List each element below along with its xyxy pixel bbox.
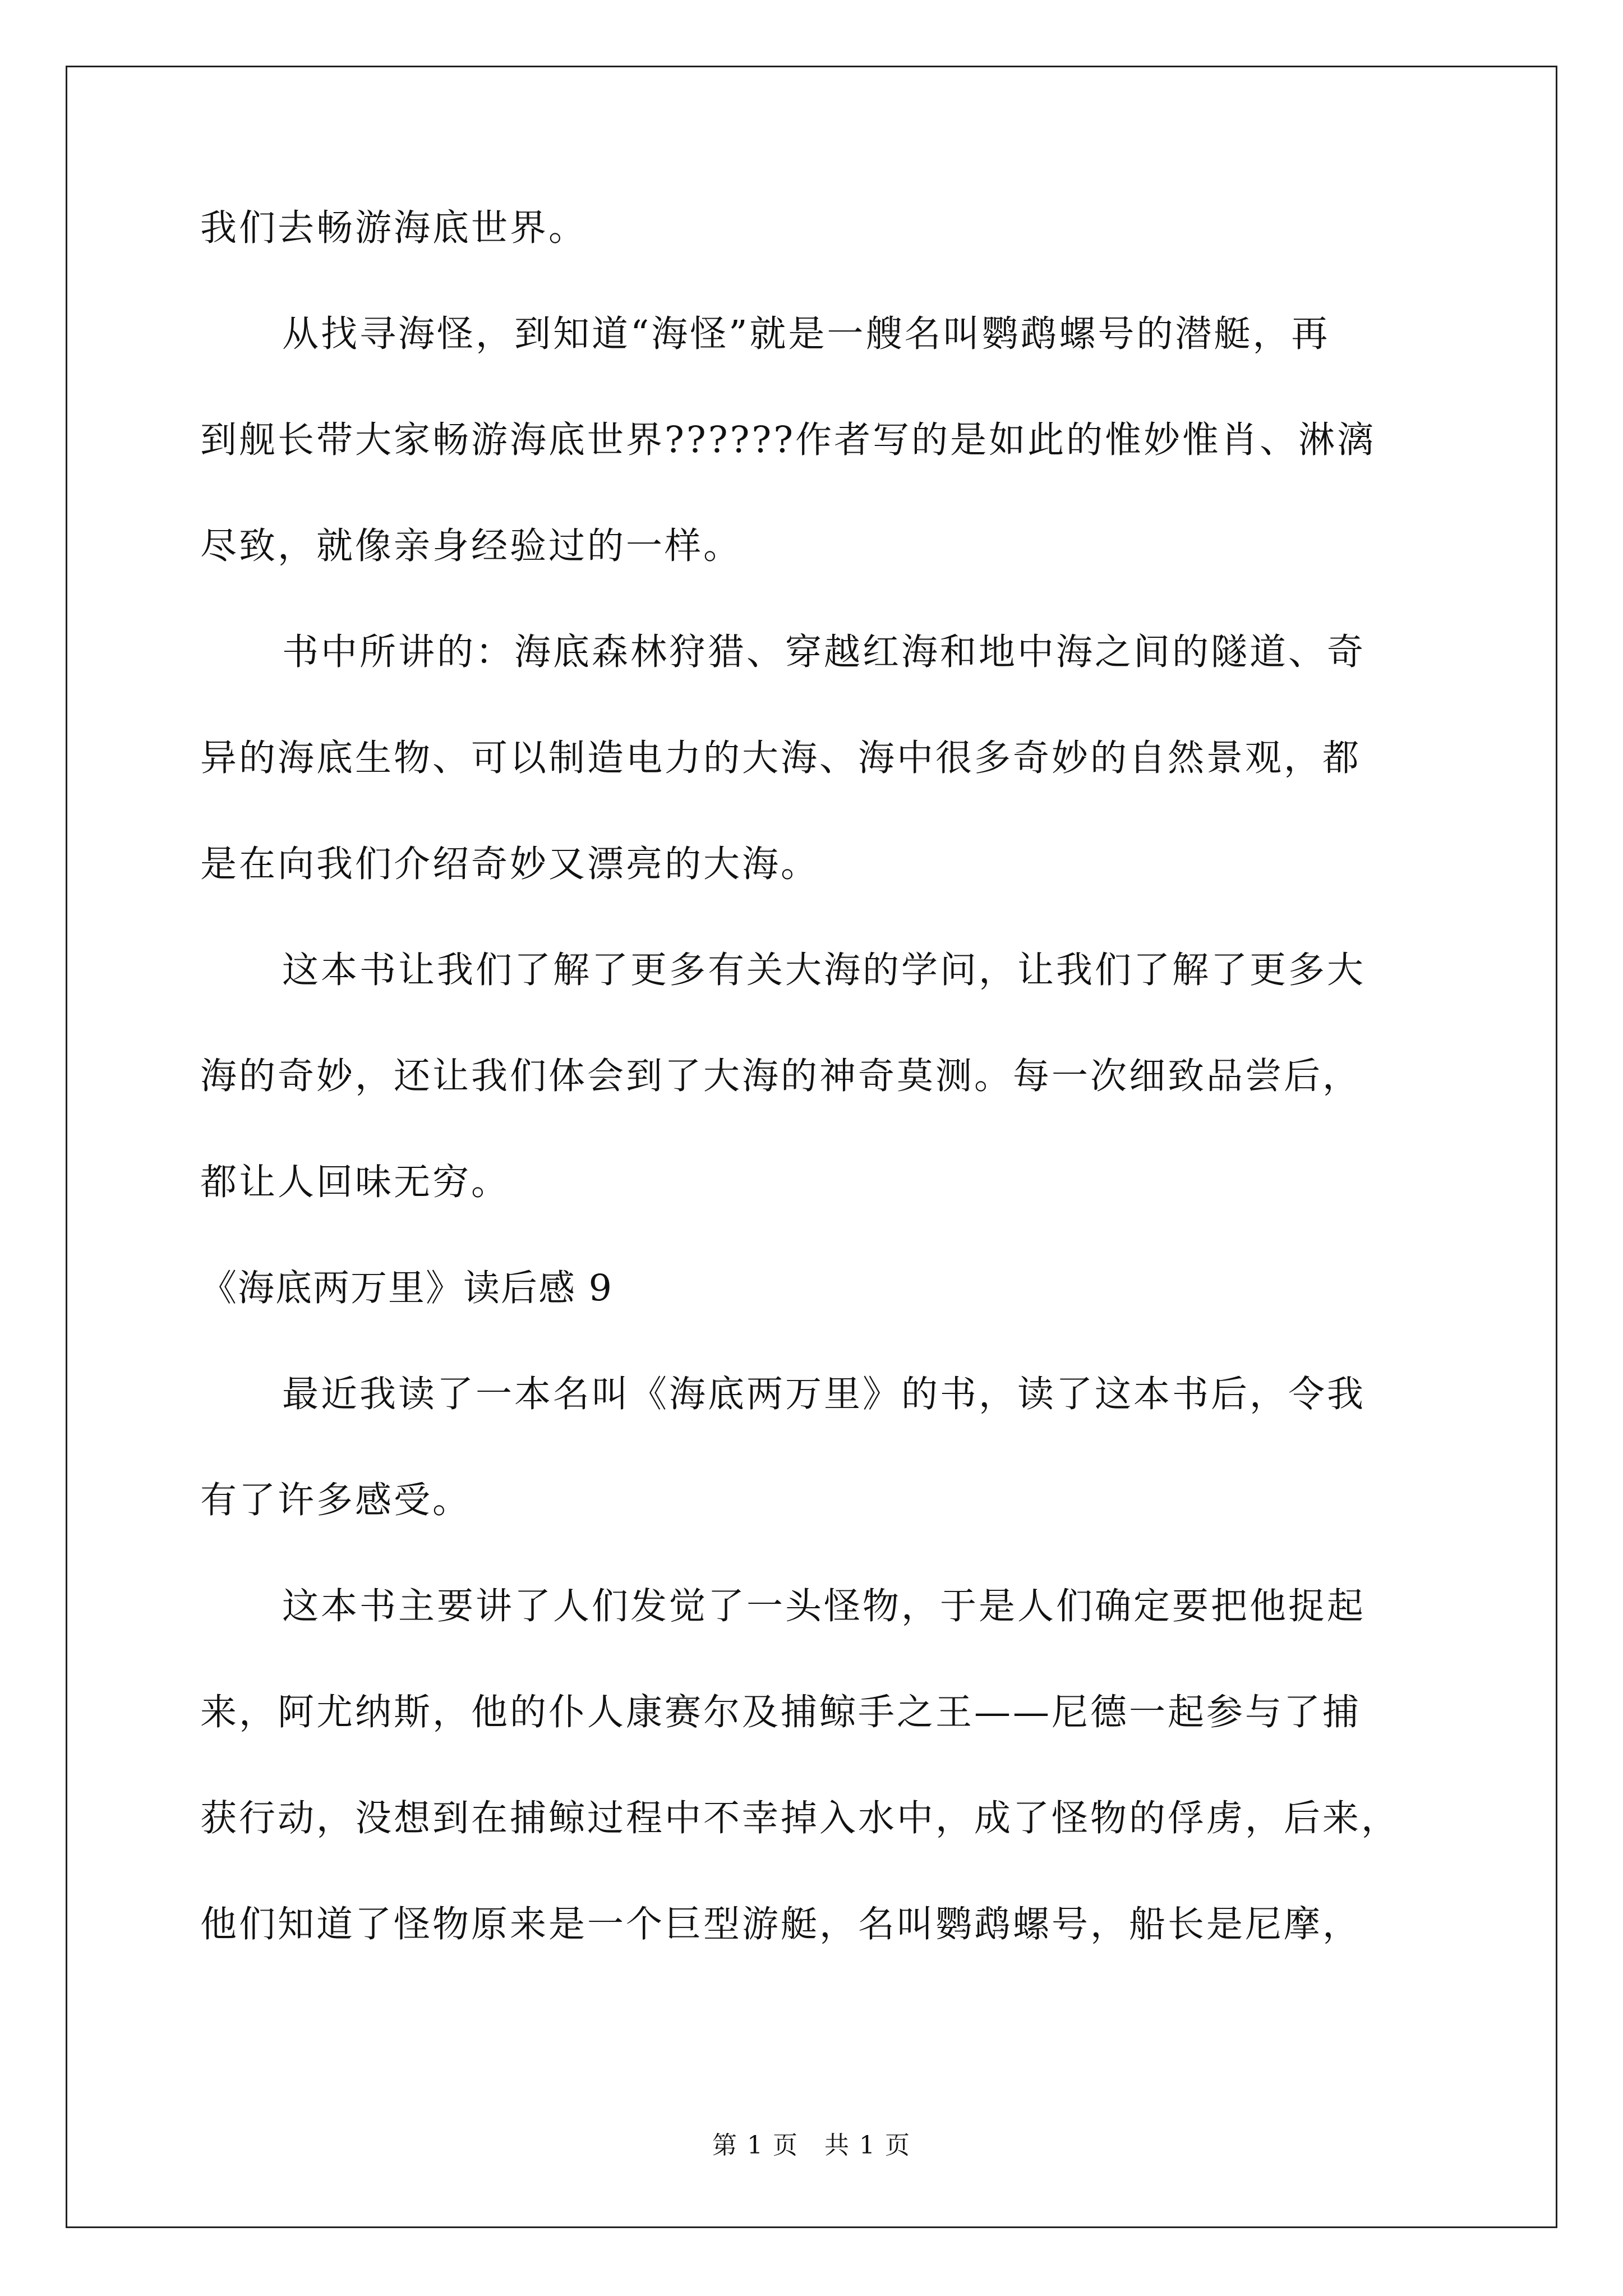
paragraph-start-line: 最近我读了一本名叫《海底两万里》的书，读了这本书后，令我 [282,1373,1366,1415]
text-line: 他们知道了怪物原来是一个巨型游艇，名叫鹦鹉螺号，船长是尼摩， [200,1903,1362,1945]
text-line: 尽致，就像亲身经验过的一样。 [200,525,743,567]
text-line: 获行动，没想到在捕鲸过程中不幸掉入水中，成了怪物的俘虏，后来， [200,1797,1400,1839]
page-number: 第 1 页 [712,2131,799,2160]
paragraph-start-line: 这本书让我们了解了更多有关大海的学问，让我们了解了更多大 [282,949,1366,991]
text-line: 异的海底生物、可以制造电力的大海、海中很多奇妙的自然景观，都 [200,737,1362,779]
text-line: 我们去畅游海底世界。 [200,207,588,249]
total-pages: 共 1 页 [824,2131,911,2160]
document-body [200,202,1434,2004]
paragraph-start-line: 书中所讲的：海底森林狩猎、穿越红海和地中海之间的隧道、奇 [282,631,1366,673]
text-line: 有了许多感受。 [200,1479,472,1521]
text-line: 海的奇妙，还让我们体会到了大海的神奇莫测。每一次细致品尝后， [200,1055,1362,1097]
text-line: 是在向我们介绍奇妙又漂亮的大海。 [200,843,820,885]
paragraph-start-line: 这本书主要讲了人们发觉了一头怪物，于是人们确定要把他捉起 [282,1585,1366,1627]
page-footer [0,2129,1623,2162]
section-heading: 《海底两万里》读后感 9 [200,1267,614,1309]
text-line: 到舰长带大家畅游海底世界??????作者写的是如此的惟妙惟肖、淋漓 [200,419,1376,461]
text-line: 来，阿尤纳斯，他的仆人康赛尔及捕鲸手之王——尼德一起参与了捕 [200,1691,1362,1733]
text-line: 都让人回味无穷。 [200,1161,510,1203]
paragraph-start-line: 从找寻海怪，到知道“海怪”就是一艘名叫鹦鹉螺号的潜艇，再 [282,313,1330,355]
